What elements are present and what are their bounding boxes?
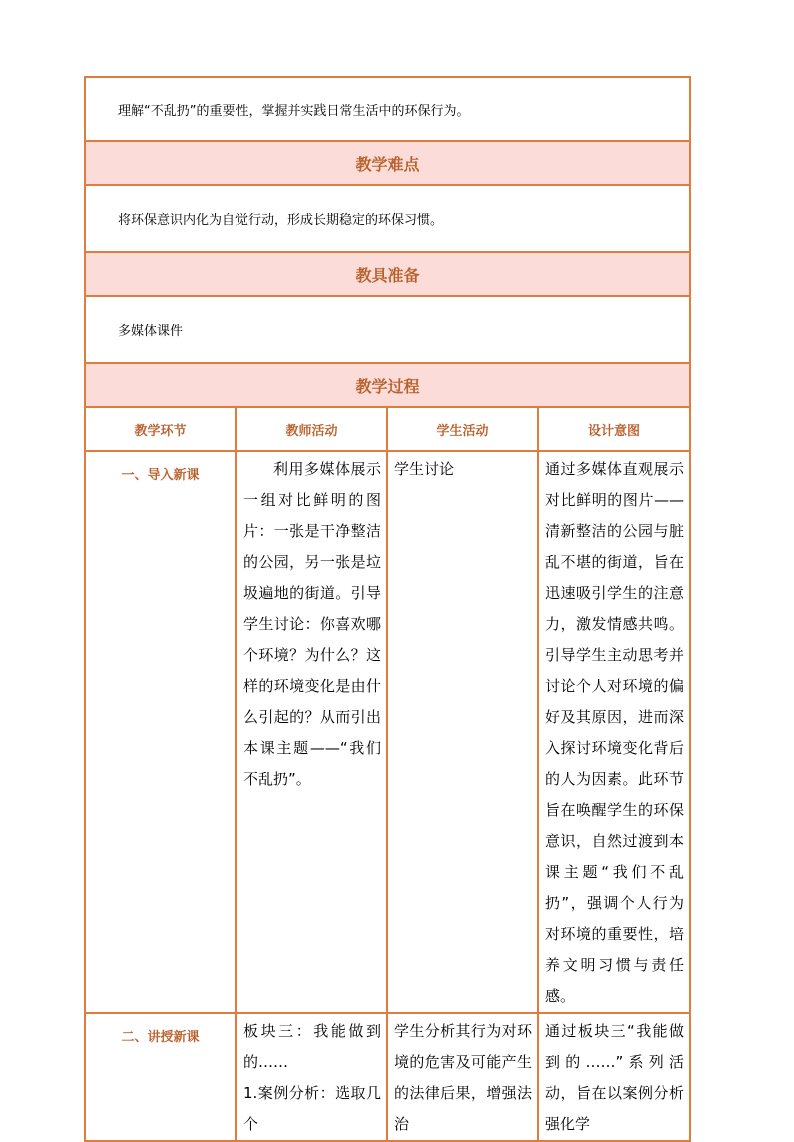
stage-cell: 二、讲授新课	[85, 1013, 236, 1141]
design-intent-cell: 通过板块三“我能做到的……”系列活动，旨在以案例分析强化学	[538, 1013, 690, 1141]
student-activity-cell: 学生讨论	[387, 451, 538, 1013]
process-heading: 教学过程	[85, 363, 690, 407]
table-row	[85, 1013, 690, 1141]
prep-text: 多媒体课件	[85, 296, 690, 363]
teacher-activity-cell: 利用多媒体展示一组对比鲜明的图片：一张是干净整洁的公园，另一张是垃圾遍地的街道。引导学生讨论：你喜欢哪个环境？为什么？这样的环境变化是由什么引起的？从而引出本课主题——“我们不乱扔”。	[236, 451, 387, 1013]
difficulty-text: 将环保意识内化为自觉行动，形成长期稳定的环保习惯。	[85, 185, 690, 252]
student-activity-cell: 学生分析其行为对环境的危害及可能产生的法律后果，增强法治	[387, 1013, 538, 1141]
design-intent-cell: 通过多媒体直观展示对比鲜明的图片——清新整洁的公园与脏乱不堪的街道，旨在迅速吸引学生的注意力，激发情感共鸣。引导学生主动思考并讨论个人对环境的偏好及其原因，进而深入探讨环境变化背后的人为因素。此环节旨在唤醒学生的环保意识，自然过渡到本课主题“我们不乱扔”，强调个人行为对环境的重要性，培养文明习惯与责任感。	[538, 451, 690, 1013]
table-row	[85, 451, 690, 1013]
column-header-intent: 设计意图	[538, 407, 690, 451]
column-header-row	[85, 407, 690, 451]
stage-cell: 一、导入新课	[85, 451, 236, 1013]
column-header-teacher: 教师活动	[236, 407, 387, 451]
teaching-goal-text: 理解“不乱扔”的重要性，掌握并实践日常生活中的环保行为。	[85, 77, 690, 141]
column-header-stage: 教学环节	[85, 407, 236, 451]
lesson-plan-table	[84, 76, 691, 1142]
prep-heading: 教具准备	[85, 252, 690, 296]
column-header-student: 学生活动	[387, 407, 538, 451]
teacher-activity-cell: 板块三：我能做到的…… 1.案例分析：选取几个	[236, 1013, 387, 1141]
difficulty-heading: 教学难点	[85, 141, 690, 185]
